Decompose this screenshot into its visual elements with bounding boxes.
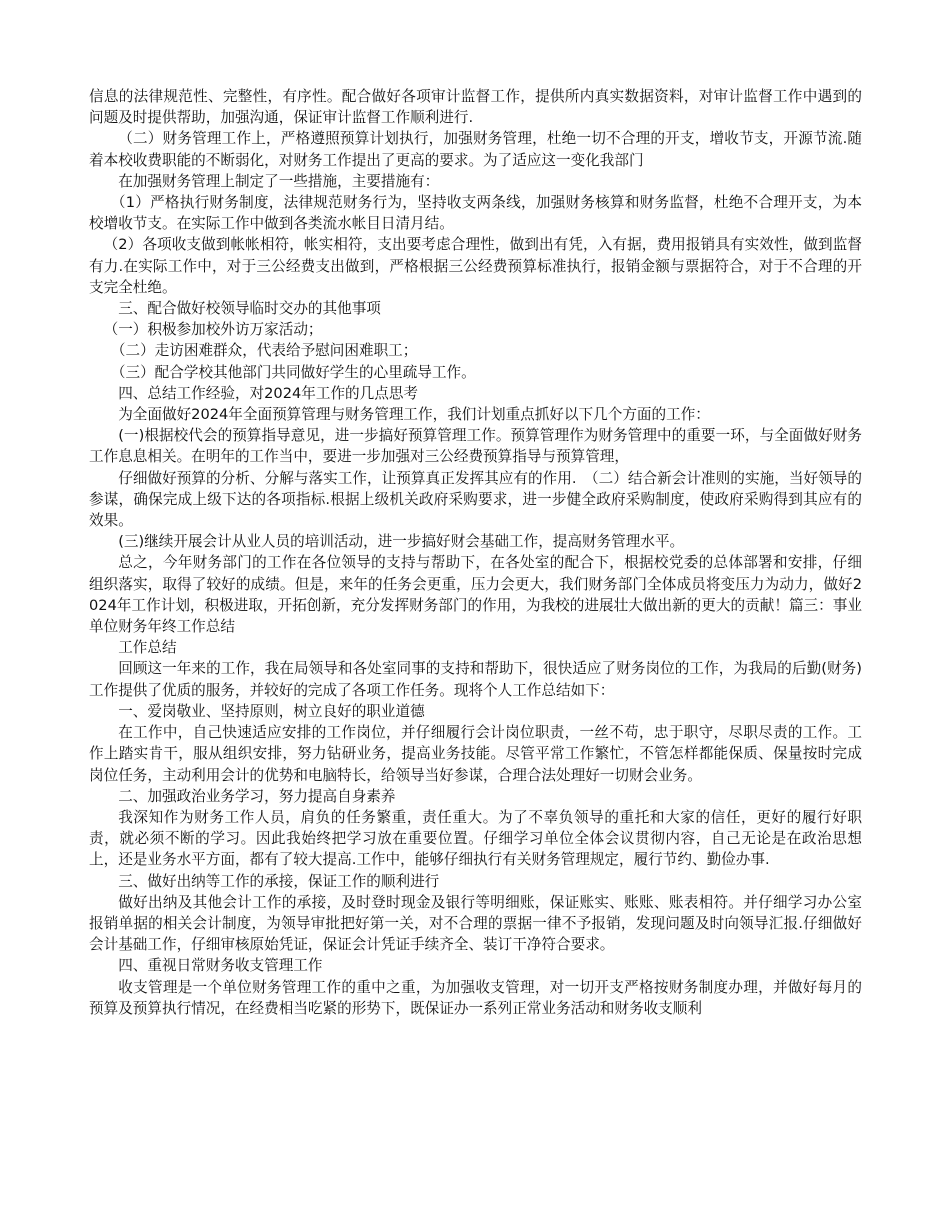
paragraph-conclusion: 总之，今年财务部门的工作在各位领导的支持与帮助下，在各处室的配合下，根据校党委的总体部署和安排，仔细组织落实，取得了较好的成绩。但是，来年的任务会更重，压力会更大，我们财务部门全体成员将变压力为动力，做好2024年工作计划，积极进取，开拓创新，充分发挥财务部门的作用，为我校的进展壮大做出新的更大的贡献！篇三：事业单位财务年终工作总结 [89, 554, 862, 636]
heading-section-3: 三、配合做好校领导临时交办的其他事项 [118, 300, 381, 318]
paragraph-measures-intro: 在加强财务管理上制定了一些措施，主要措施有： [118, 172, 440, 190]
paragraph-measure-1: （1）严格执行财务制度，法律规范财务行为，坚持收支两条线，加强财务核算和财务监督，杜绝不合理开支，为本校增收节支。在实际工作中做到各类流水帐目日清月结。 [89, 194, 862, 233]
heading-work-summary: 工作总结 [118, 639, 177, 657]
heading-part-1: 一、爱岗敬业、坚持原则，树立良好的职业道德 [118, 702, 425, 720]
paragraph-part-2: 我深知作为财务工作人员，肩负的任务繁重，责任重大。为了不辜负领导的重托和大家的信任，更好的履行好职责，就必须不断的学习。因此我始终把学习放在重要位置。仔细学习单位全体会议贯彻内容，自己无论是在政治思想上，还是业务水平方面，都有了较大提高.工作中，能够仔细执行有关财务管理规定，履行节约、勤俭办事. [89, 808, 862, 869]
paragraph-finance-management: （二）财务管理工作上，严格遵照预算计划执行，加强财务管理，杜绝一切不合理的开支，增收节支，开源节流.随着本校收费职能的不断弱化，对财务工作提出了更高的要求。为了适应这一变化我部门 [89, 130, 862, 169]
paragraph-plan-intro: 为全面做好2024年全面预算管理与财务管理工作，我们计划重点抓好以下几个方面的工作： [118, 406, 710, 424]
paragraph-plan-3: (三)继续开展会计从业人员的培训活动，进一步搞好财会基础工作，提高财务管理水平。 [118, 533, 685, 551]
heading-section-4: 四、总结工作经验，对2024年工作的几点思考 [118, 384, 419, 402]
paragraph-part-3: 做好出纳及其他会计工作的承接，及时登时现金及银行等明细账，保证账实、账账、账表相符。并仔细学习办公室报销单据的相关会计制度，为领导审批把好第一关，对不合理的票据一律不予报销，发现问题及时向领导汇报.仔细做好会计基础工作，仔细审核原始凭证，保证会计凭证手续齐全、装订干净符合要求。 [89, 893, 862, 954]
heading-part-2: 二、加强政治业务学习，努力提高自身素养 [118, 787, 396, 805]
paragraph-measure-2: （2）各项收支做到帐帐相符，帐实相符，支出要考虑合理性，做到出有凭，入有据，费用报销具有实效性，做到监督有力.在实际工作中，对于三公经费支出做到，严格根据三公经费预算标准执行，报销金额与票据符合，对于不合理的开支完全杜绝。 [89, 236, 862, 296]
paragraph-plan-2: 仔细做好预算的分析、分解与落实工作，让预算真正发挥其应有的作用. （二）结合新会计准则的实施，当好领导的参谋，确保完成上级下达的各项指标.根据上级机关政府采购要求，进一步健全政府采购制度，使政府采购得到其应有的效果。 [89, 469, 862, 530]
heading-part-4: 四、重视日常财务收支管理工作 [118, 957, 323, 975]
paragraph-audit-continued: 信息的法律规范性、完整性，有序性。配合做好各项审计监督工作，提供所内真实数据资料，对审计监督工作中遇到的问题及时提供帮助，加强沟通，保证审计监督工作顺利进行. [89, 88, 862, 127]
list-item-2: （二）走访困难群众，代表给予慰问困难职工； [110, 342, 418, 360]
list-item-3: （三）配合学校其他部门共同做好学生的心里疏导工作。 [110, 363, 476, 381]
paragraph-plan-1: (一)根据校代会的预算指导意见，进一步搞好预算管理工作。预算管理作为财务管理中的重要一环，与全面做好财务工作息息相关。在明年的工作当中，要进一步加强对三公经费预算指导与预算管理， [89, 427, 862, 466]
paragraph-part-4: 收支管理是一个单位财务管理工作的重中之重，为加强收支管理，对一切开支严格按财务制度办理，并做好每月的预算及预算执行情况，在经费相当吃紧的形势下，既保证办一系列正常业务活动和财务收支顺利 [89, 978, 862, 1017]
heading-part-3: 三、做好出纳等工作的承接，保证工作的顺利进行 [118, 872, 440, 890]
list-item-1: （一）积极参加校外访万家活动； [103, 321, 323, 339]
paragraph-review: 回顾这一年来的工作，我在局领导和各处室同事的支持和帮助下，很快适应了财务岗位的工作，为我局的后勤(财务)工作提供了优质的服务，并较好的完成了各项工作任务。现将个人工作总结如下： [89, 660, 862, 699]
paragraph-part-1: 在工作中，自己快速适应安排的工作岗位，并仔细履行会计岗位职责，一丝不苟，忠于职守，尽职尽责的工作。工作上踏实肯干，服从组织安排，努力钻研业务，提高业务技能。尽管平常工作繁忙，不管怎样都能保质、保量按时完成岗位任务，主动利用会计的优势和电脑特长，给领导当好参谋，合理合法处理好一切财会业务。 [89, 724, 862, 784]
